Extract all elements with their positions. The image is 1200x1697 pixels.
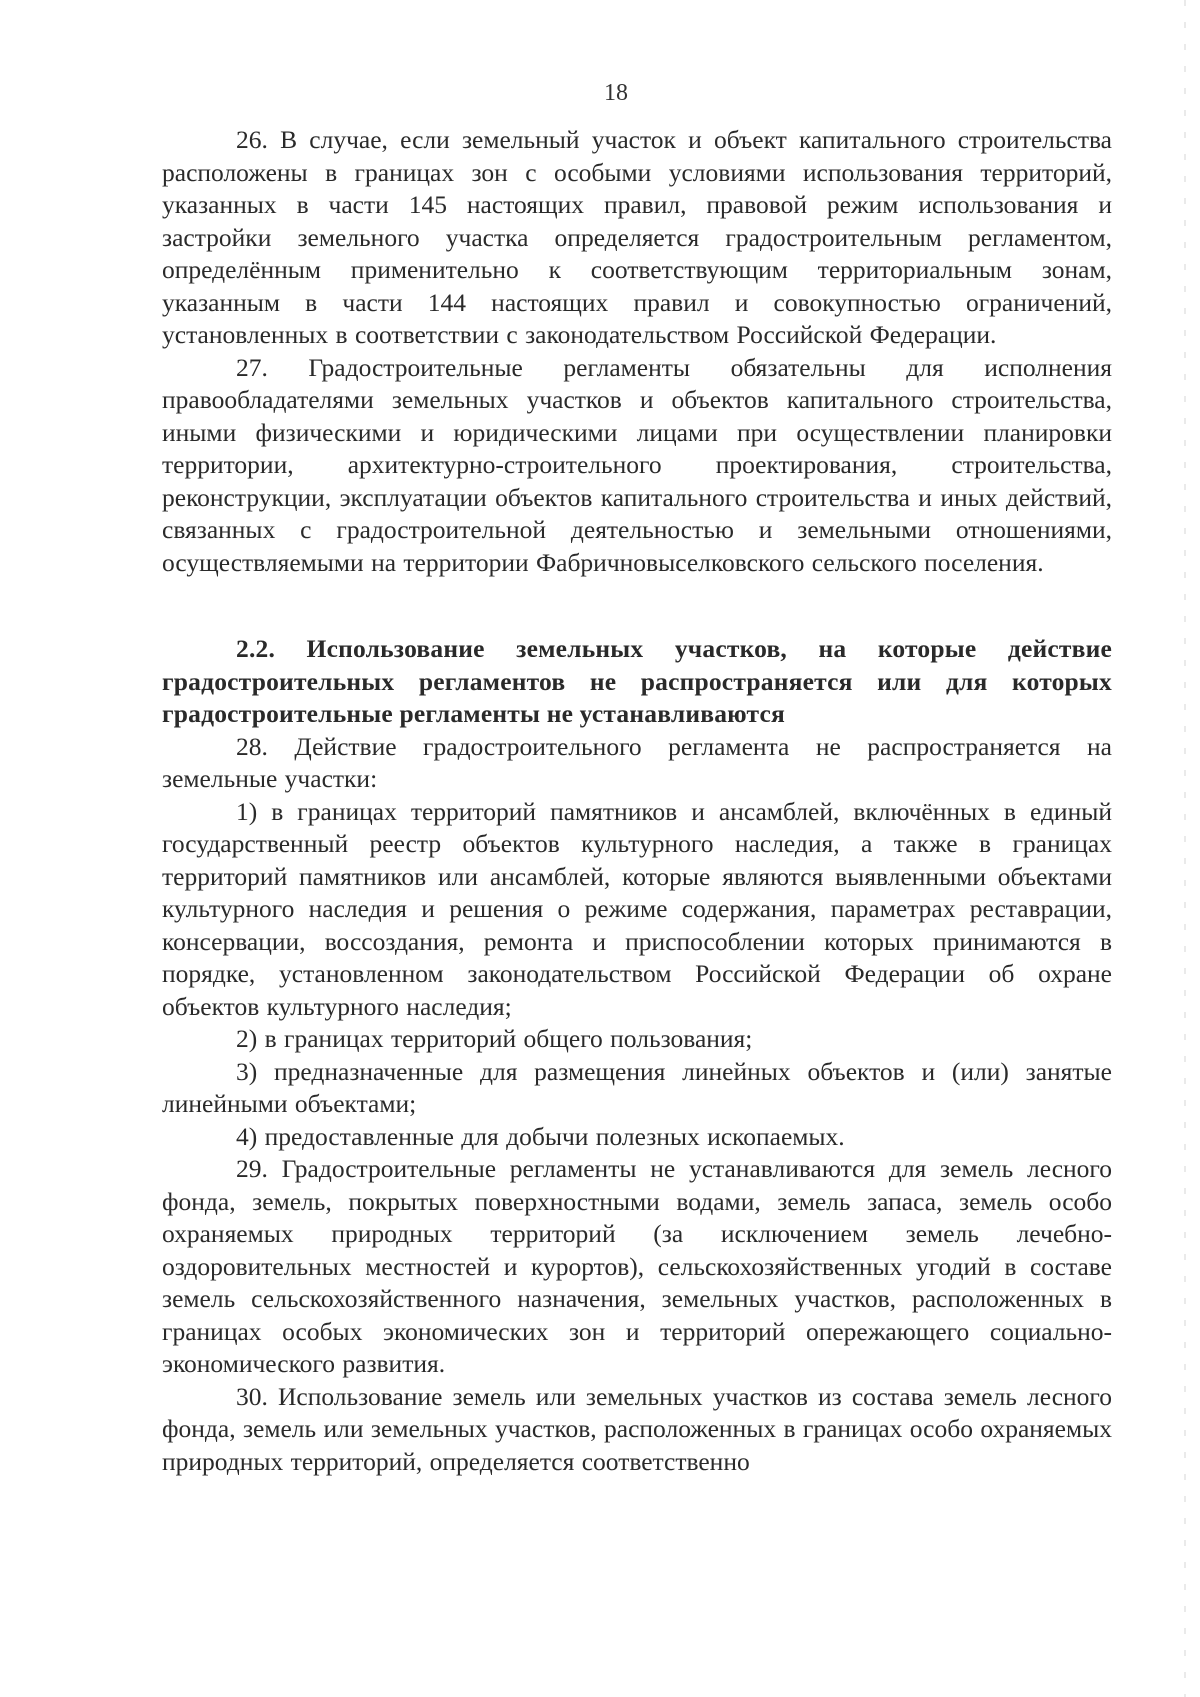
scan-edge-artifact: [1184, 0, 1186, 1697]
list-item-1: 1) в границах территорий памятников и ансамблей, включённых в единый государственный реестр объектов культурного наследия, а также в границах территорий памятников или ансамблей, которые являются выявленными объектами культурного наследия и решения о режиме содержания, параметрах реставрации, консервации, воссоздания, ремонта и приспособлении которых принимаются в порядке, установленном законодательством Российской Федерации об охране объектов культурного наследия;: [162, 796, 1112, 1021]
paragraph-30: 30. Использование земель или земельных участков из состава земель лесного фонда, земель или земельных участков, расположенных в границах особо охраняемых природных территорий, определяется соответственно: [162, 1381, 1112, 1476]
paragraph-29: 29. Градостроительные регламенты не устанавливаются для земель лесного фонда, земель, покрытых поверхностными водами, земель запаса, земель особо охраняемых природных территорий (за исключением земель лечебно-оздоровительных местностей и курортов), сельскохозяйственных угодий в составе земель сельскохозяйственного назначения, земельных участков, расположенных в границах особых экономических зон и территорий опережающего социально-экономического развития.: [162, 1154, 1112, 1378]
paragraph-28: 28. Действие градостроительного регламента не распространяется на земельные участки:: [162, 731, 1112, 793]
list-item-4: 4) предоставленные для добычи полезных ископаемых.: [236, 1121, 845, 1151]
section-heading-2-2: 2.2. Использование земельных участков, на которые действие градостроительных регламентов не распространяется или для которых градостроительные регламенты не устанавливаются: [162, 634, 1112, 728]
paragraph-26: 26. В случае, если земельный участок и объект капитального строительства расположены в границах зон с особыми условиями использования территорий, указанных в части 145 настоящих правил, правовой режим использования и застройки земельного участка определяется градостроительным регламентом, определённым применительно к соответствующим территориальным зонам, указанным в части 144 настоящих правил и совокупностью ограничений, установленных в соответствии с законодательством Российской Федерации.: [162, 125, 1112, 349]
page-number: 18: [604, 80, 628, 106]
document-body: [162, 124, 1112, 1478]
paragraph-27: 27. Градостроительные регламенты обязательны для исполнения правообладателями земельных участков и объектов капитального строительства, иными физическими и юридическими лицами при осуществлении планировки территории, архитектурно-строительного проектирования, строительства, реконструкции, эксплуатации объектов капитального строительства и иных действий, связанных с градостроительной деятельностью и земельными отношениями, осуществляемыми на территории Фабричновыселковского сельского поселения.: [162, 352, 1112, 577]
section-spacer: [162, 579, 1112, 633]
list-item-3: 3) предназначенные для размещения линейных объектов и (или) занятые линейными объектами;: [162, 1056, 1112, 1118]
list-item-2: 2) в границах территорий общего пользования;: [236, 1024, 753, 1053]
